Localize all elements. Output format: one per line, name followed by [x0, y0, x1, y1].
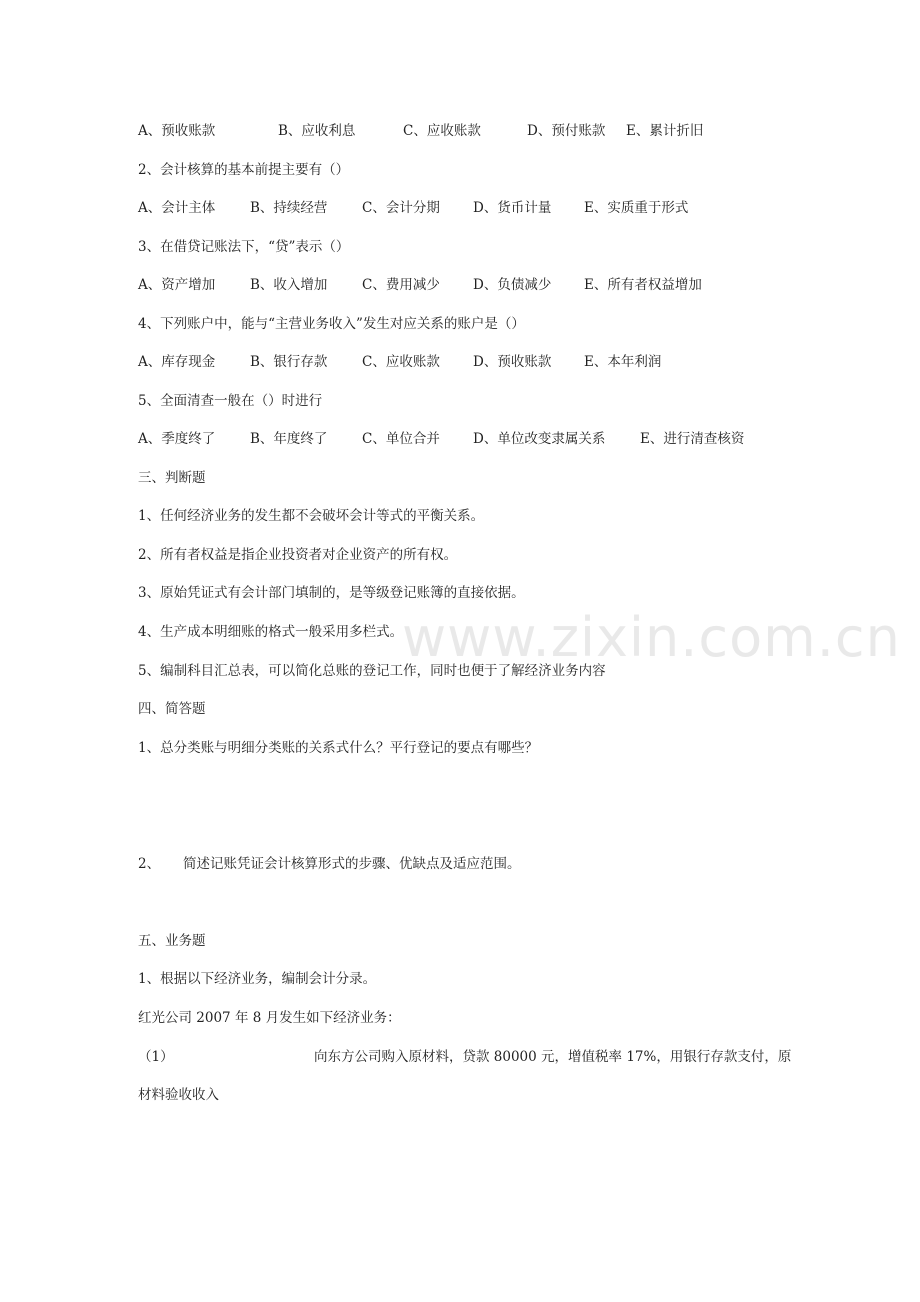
option-b: B、银行存款 — [250, 354, 328, 370]
option-c: C、应收账款 — [403, 123, 481, 139]
option-c: C、应收账款 — [362, 354, 440, 370]
question-3: 3、在借贷记账法下，“贷”表示（） — [138, 239, 350, 255]
option-a: A、资产增加 — [138, 277, 216, 293]
short-answer-2-number: 2、 — [138, 856, 161, 872]
option-c: C、费用减少 — [362, 277, 440, 293]
business-1: 1、根据以下经济业务，编制会计分录。 — [138, 971, 377, 987]
option-e: E、实质重于形式 — [584, 200, 689, 216]
question-4: 4、下列账户中，能与“主营业务收入”发生对应关系的账户是（） — [138, 316, 525, 332]
option-e: E、本年利润 — [584, 354, 662, 370]
option-d: D、货币计量 — [473, 200, 552, 216]
option-a: A、库存现金 — [138, 354, 216, 370]
option-e: E、进行清查核资 — [640, 431, 745, 447]
section-heading-true-false: 三、判断题 — [138, 470, 206, 486]
business-item-1-number: （1） — [138, 1049, 174, 1065]
short-answer-2-text: 简述记账凭证会计核算形式的步骤、优缺点及适应范围。 — [183, 856, 521, 872]
judgement-3: 3、原始凭证式有会计部门填制的，是等级登记账簿的直接依据。 — [138, 585, 525, 601]
option-a: A、季度终了 — [138, 431, 216, 447]
option-b: B、应收利息 — [278, 123, 356, 139]
option-c: C、单位合并 — [362, 431, 440, 447]
short-answer-1: 1、总分类账与明细分类账的关系式什么？平行登记的要点有哪些？ — [138, 740, 539, 756]
option-b: B、年度终了 — [250, 431, 328, 447]
option-c: C、会计分期 — [362, 200, 440, 216]
option-e: E、累计折旧 — [626, 123, 704, 139]
option-d: D、预收账款 — [473, 354, 552, 370]
business-company-intro: 红光公司 2007 年 8 月发生如下经济业务： — [138, 1010, 401, 1026]
option-a: A、预收账款 — [138, 123, 216, 139]
option-e: E、所有者权益增加 — [584, 277, 702, 293]
section-heading-business: 五、业务题 — [138, 933, 206, 949]
judgement-4: 4、生产成本明细账的格式一般采用多栏式。 — [138, 624, 404, 640]
watermark: www.zixin.com.cn — [402, 606, 901, 669]
option-a: A、会计主体 — [138, 200, 216, 216]
question-2: 2、会计核算的基本前提主要有（） — [138, 162, 350, 178]
section-heading-short-answer: 四、简答题 — [138, 701, 206, 717]
option-d: D、负债减少 — [473, 277, 552, 293]
judgement-1: 1、任何经济业务的发生都不会破坏会计等式的平衡关系。 — [138, 508, 485, 524]
business-item-1-continued: 材料验收收入 — [138, 1087, 219, 1103]
option-d: D、预付账款 — [527, 123, 606, 139]
option-b: B、持续经营 — [250, 200, 328, 216]
judgement-5: 5、编制科目汇总表，可以简化总账的登记工作，同时也便于了解经济业务内容 — [138, 663, 606, 679]
option-b: B、收入增加 — [250, 277, 328, 293]
question-5: 5、全面清查一般在（）时进行 — [138, 393, 323, 409]
option-d: D、单位改变隶属关系 — [473, 431, 606, 447]
judgement-2: 2、所有者权益是指企业投资者对企业资产的所有权。 — [138, 547, 458, 563]
business-item-1-text: 向东方公司购入原材料，贷款 80000 元，增值税率 17%，用银行存款支付，原 — [314, 1049, 792, 1065]
